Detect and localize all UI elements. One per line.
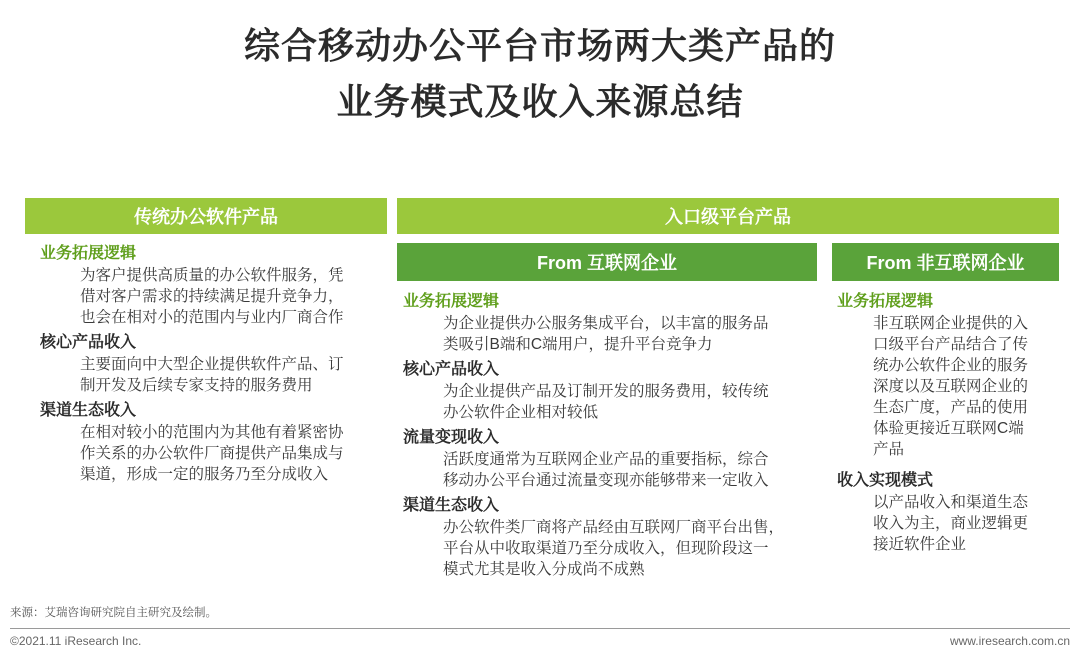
source-note: 来源：艾瑞咨询研究院自主研究及绘制。 <box>10 607 217 619</box>
text-line: 类吸引B端和C端用户，提升平台竞争力 <box>443 336 713 353</box>
left-section-title: 核心产品收入 <box>40 334 137 351</box>
middle-section-title: 流量变现收入 <box>403 429 500 446</box>
text-line: 产品 <box>873 441 905 458</box>
text-line: 办公软件类厂商将产品经由互联网厂商平台出售， <box>443 519 785 536</box>
middle-section-body <box>403 517 823 580</box>
text-line: 收入为主，商业逻辑更 <box>873 515 1029 532</box>
text-line: 统办公软件企业的服务 <box>873 357 1029 374</box>
left-section-body <box>40 265 390 328</box>
right-group-header: 入口级平台产品 <box>397 198 1059 234</box>
middle-section-title: 渠道生态收入 <box>403 497 500 514</box>
middle-section-title: 核心产品收入 <box>403 361 500 378</box>
right-section-title: 业务拓展逻辑 <box>837 293 934 310</box>
footer-divider <box>10 628 1070 629</box>
copyright: ©2021.11 iResearch Inc. <box>10 634 142 648</box>
middle-section-body <box>403 449 823 491</box>
text-line: 办公软件企业相对较低 <box>443 404 599 421</box>
middle-section-title: 业务拓展逻辑 <box>403 293 500 310</box>
text-line: 生态广度，产品的使用 <box>873 399 1029 416</box>
text-line: 模式尤其是收入分成尚不成熟 <box>443 561 645 578</box>
text-line: 口级平台产品结合了传 <box>873 336 1029 353</box>
text-line: 作关系的办公软件厂商提供产品集成与 <box>80 445 344 462</box>
text-line: 制开发及后续专家支持的服务费用 <box>80 377 313 394</box>
middle-column-content <box>403 291 823 584</box>
left-section-body <box>40 422 390 485</box>
page-title <box>0 18 1080 130</box>
website-link[interactable]: www.iresearch.com.cn <box>949 634 1070 648</box>
text-line: 在相对较小的范围内为其他有着紧密协 <box>80 424 344 441</box>
left-section-title: 业务拓展逻辑 <box>40 245 137 262</box>
text-line: 活跃度通常为互联网企业产品的重要指标，综合 <box>443 451 769 468</box>
middle-section-body <box>403 313 823 355</box>
text-line: 平台从中收取渠道乃至分成收入，但现阶段这一 <box>443 540 769 557</box>
right-section-body <box>837 492 1072 555</box>
text-line: 为客户提供高质量的办公软件服务，凭 <box>80 267 344 284</box>
text-line: 非互联网企业提供的入 <box>873 315 1029 332</box>
left-column-header: 传统办公软件产品 <box>25 198 387 234</box>
text-line: 为企业提供办公服务集成平台，以丰富的服务品 <box>443 315 769 332</box>
left-section-body <box>40 354 390 396</box>
text-line: 为企业提供产品及订制开发的服务费用，较传统 <box>443 383 769 400</box>
right-column-header: From 非互联网企业 <box>832 243 1059 281</box>
page-title-line1: 综合移动办公平台市场两大类产品的 <box>243 25 836 66</box>
text-line: 移动办公平台通过流量变现亦能够带来一定收入 <box>443 472 769 489</box>
right-section-body <box>837 313 1072 460</box>
middle-column-header: From 互联网企业 <box>397 243 817 281</box>
right-column-content <box>837 291 1072 559</box>
left-section-title: 渠道生态收入 <box>40 402 137 419</box>
text-line: 深度以及互联网企业的 <box>873 378 1029 395</box>
text-line: 渠道，形成一定的服务乃至分成收入 <box>80 466 329 483</box>
right-section-title: 收入实现模式 <box>837 472 934 489</box>
text-line: 也会在相对小的范围内与业内厂商合作 <box>80 309 344 326</box>
middle-section-body <box>403 381 823 423</box>
text-line: 借对客户需求的持续满足提升竞争力， <box>80 288 344 305</box>
text-line: 接近软件企业 <box>873 536 967 553</box>
text-line: 主要面向中大型企业提供软件产品、订 <box>80 356 344 373</box>
left-column-content <box>40 243 390 489</box>
text-line: 以产品收入和渠道生态 <box>873 494 1029 511</box>
text-line: 体验更接近互联网C端 <box>873 420 1024 437</box>
page-title-line2: 业务模式及收入来源总结 <box>336 81 744 122</box>
